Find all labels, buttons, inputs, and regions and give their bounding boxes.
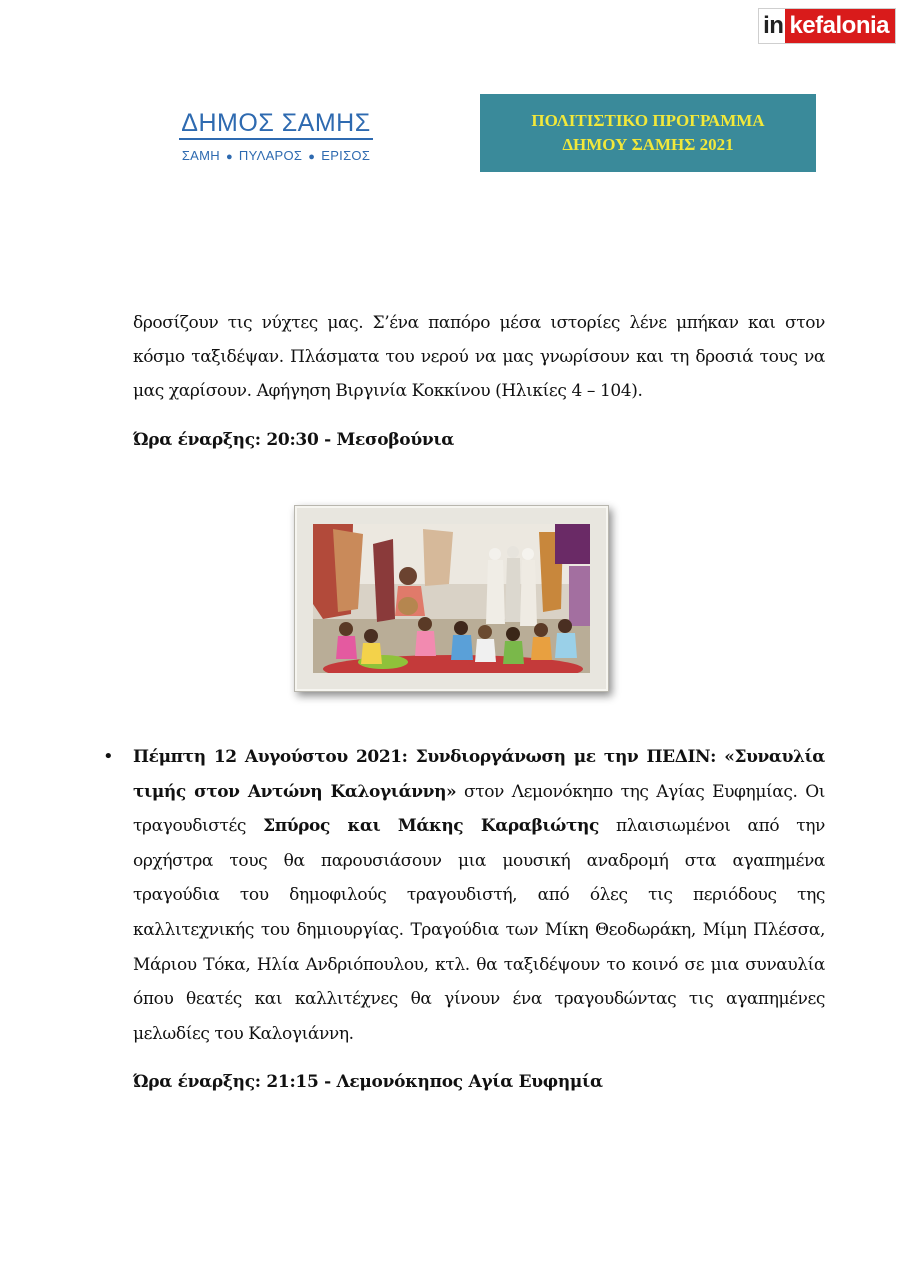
event-list-item — [133, 740, 825, 1051]
list-bullet-icon: • — [103, 746, 114, 767]
town-name: ΕΡΙΣΟΣ — [321, 148, 371, 163]
section1-paragraph: δροσίζουν τις νύχτες μας. Σ’ένα παπόρο μέσα ιστορίες λένε μπήκαν και στον κόσμο ταξιδέψαν. Πλάσματα του νερού να μας γνωρίσουν και τη δροσιά τους να μας χαρίσουν. Αφήγηση Βιργινία Κοκκίνου (Ηλικίες 4 – 104). — [133, 313, 825, 401]
town-name: ΣΑΜΗ — [181, 148, 220, 163]
banner-line2: ΔΗΜΟΥ ΣΑΜΗΣ 2021 — [562, 135, 734, 154]
logo-kefalonia-text: kefalonia — [785, 9, 895, 43]
bullet-dot-icon: ● — [308, 151, 316, 163]
event-title: Πέμπτη 12 Αυγούστου 2021: Συνδιοργάνωση με την ΠΕΔΙΝ: «Συναυλία τιμής στον Αντώνη Καλογιάννη» — [133, 747, 825, 802]
bullet-dot-icon: ● — [225, 151, 233, 163]
municipality-header — [178, 108, 374, 163]
event-description: πλαισιωμένοι από την ορχήστρα τους θα παρουσιάσουν μια μουσική αναδρομή στα αγαπημένα τραγούδια του δημοφιλούς τραγουδιστή, από όλες τις περιόδους της καλλιτεχνικής του δημιουργίας. Τραγούδια των Μίκη Θεοδωράκη, Μίμη Πλέσσα, Μάριου Τόκα, Ηλία Ανδριόπουλου, κτλ. θα ταξιδέψουν το κοινό σε μια συναυλία όπου θεατές και καλλιτέχνες θα γίνουν ένα τραγουδώντας τις αγαπημένες μελωδίες του Καλογιάννη. — [133, 816, 825, 1044]
photo-frame — [294, 505, 609, 692]
municipality-towns — [178, 148, 374, 163]
storytelling-photo — [313, 524, 590, 673]
banner-line1: ΠΟΛΙΤΙΣΤΙΚΟ ΠΡΟΓΡΑΜΜΑ — [531, 111, 765, 130]
section2-start-time: Ώρα έναρξης: 21:15 - Λεμονόκηπος Αγία Ευφημία — [133, 1072, 603, 1092]
section1-start-time: Ώρα έναρξης: 20:30 - Μεσοβούνια — [133, 430, 455, 450]
program-banner — [480, 94, 816, 172]
storytelling-photo-illustration — [313, 524, 590, 673]
inkefalonia-logo[interactable] — [758, 8, 896, 44]
town-name: ΠΥΛΑΡΟΣ — [238, 148, 303, 163]
municipality-name: ΔΗΜΟΣ ΣΑΜΗΣ — [179, 108, 372, 140]
logo-in-text: in — [759, 9, 785, 43]
event-text: στον Λεμονόκηπο της Αγίας Ευφημίας. Οι τραγουδιστές — [133, 781, 826, 837]
event-performers: Σπύρος και Μάκης Καραβιώτης — [263, 816, 599, 837]
